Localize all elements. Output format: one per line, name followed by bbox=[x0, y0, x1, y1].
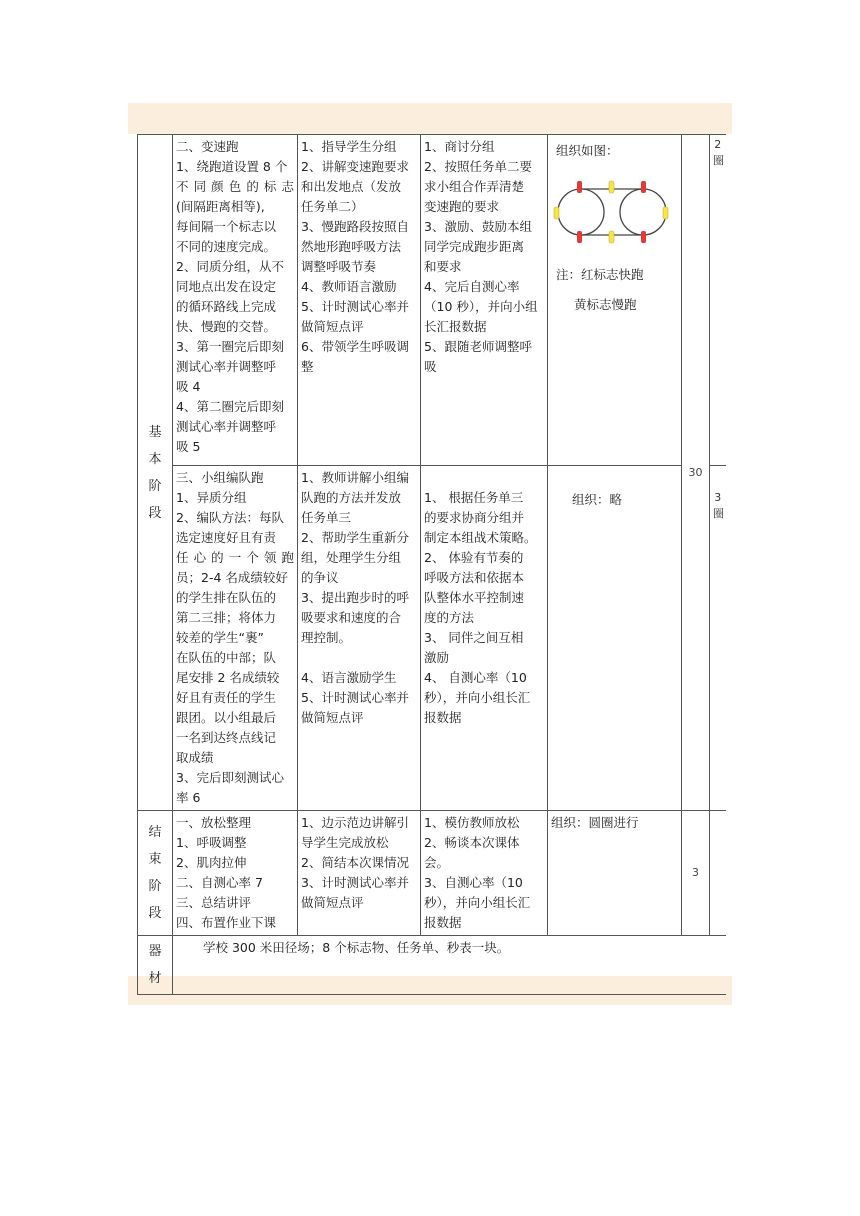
row-end-stage bbox=[138, 811, 726, 936]
text-line: 二、自测心率 7 bbox=[176, 875, 263, 890]
text-line: 1、边示范边讲解引 bbox=[301, 815, 409, 830]
equipment-text bbox=[173, 936, 726, 995]
text-line: 和要求 bbox=[424, 259, 462, 274]
yellow-marker bbox=[663, 207, 668, 219]
end-org: 组织：圆圈进行 bbox=[551, 815, 639, 830]
text-line: 激励 bbox=[424, 650, 450, 665]
text-line: 2、肌肉拉伸 bbox=[176, 855, 247, 870]
yellow-marker bbox=[554, 207, 559, 219]
text-line: 5、计时测试心率并 bbox=[301, 299, 409, 314]
text-line: 3、完后即刻测试心 bbox=[176, 770, 284, 785]
text-line: 1、指导学生分组 bbox=[301, 139, 397, 154]
spacer bbox=[301, 648, 417, 668]
org-note-red: 注：红标志快跑 bbox=[556, 267, 644, 282]
text-line: 长汇报数据 bbox=[424, 319, 487, 334]
text-line: 然地形跑呼吸方法 bbox=[301, 239, 402, 254]
text-line: 1、模仿教师放松 bbox=[424, 815, 520, 830]
red-marker bbox=[641, 181, 646, 193]
row-equipment bbox=[138, 936, 726, 995]
text-line: 5、跟随老师调整呼 bbox=[424, 339, 532, 354]
text-line: 任务单二） bbox=[301, 199, 364, 214]
text-line: 3、自测心率（10 bbox=[424, 875, 523, 890]
text-line: (间隔距离相等), bbox=[176, 199, 265, 214]
text-line: 尾安排 2 名成绩较 bbox=[176, 670, 280, 685]
stage-basic-label bbox=[138, 135, 173, 811]
basic-time-cell bbox=[682, 135, 710, 811]
team-run-teacher bbox=[298, 466, 421, 811]
text-line: 同学完成跑步距离 bbox=[424, 239, 525, 254]
row-team-run bbox=[138, 466, 726, 811]
yellow-marker bbox=[609, 231, 614, 243]
text-line: 率 6 bbox=[176, 790, 201, 805]
end-content bbox=[173, 811, 298, 936]
text-line: 四、布置作业下课 bbox=[176, 915, 277, 930]
text-line: 吸 4 bbox=[176, 379, 201, 394]
text-line: 做简短点评 bbox=[301, 895, 364, 910]
text-line: 材 bbox=[148, 971, 162, 986]
end-student bbox=[421, 811, 548, 936]
text-line: 2、畅谈本次课体 bbox=[424, 835, 520, 850]
text-line: 报数据 bbox=[424, 915, 462, 930]
text-line: 二、变速跑 bbox=[176, 139, 239, 154]
text-line: 一名到达终点线记 bbox=[176, 730, 277, 745]
basic-time-value: 30 bbox=[688, 465, 703, 479]
text-line: 4、语言激励学生 bbox=[301, 670, 397, 685]
text-line: 秒），并向小组长汇 bbox=[424, 895, 531, 910]
text-line: 不同颜色的标志 bbox=[176, 179, 294, 194]
text-line: （10 秒），并向小组 bbox=[424, 299, 538, 314]
text-line: 段 bbox=[148, 505, 162, 521]
text-line: 队整体水平控制速 bbox=[424, 590, 525, 605]
end-time-cell bbox=[682, 811, 710, 936]
speed-run-content bbox=[173, 135, 298, 466]
org-title: 组织如图： bbox=[556, 143, 619, 158]
end-teacher bbox=[298, 811, 421, 936]
track-outline bbox=[558, 189, 666, 235]
team-run-student bbox=[421, 466, 548, 811]
row-speed-run bbox=[138, 135, 726, 466]
text-line: 3、提出跑步时的呼 bbox=[301, 590, 409, 605]
text-line: 会。 bbox=[424, 855, 450, 870]
text-line: 的争议 bbox=[301, 570, 339, 585]
text-line: 4、第二圈完后即刻 bbox=[176, 399, 284, 414]
text-line: 的要求协商分组并 bbox=[424, 510, 525, 525]
text-line: 3、慢跑路段按照自 bbox=[301, 219, 409, 234]
text-line: 2、按照任务单二要 bbox=[424, 159, 532, 174]
text-line: 呼吸方法和依据本 bbox=[424, 570, 525, 585]
text-line: 器 bbox=[148, 944, 162, 959]
text-line: 段 bbox=[148, 906, 162, 921]
org-note-yellow: 黄标志慢跑 bbox=[574, 297, 637, 312]
text-line: 1、商讨分组 bbox=[424, 139, 495, 154]
text-line: 快、慢跑的交替。 bbox=[176, 319, 277, 334]
yellow-marker bbox=[609, 181, 614, 193]
text-line: 度的方法 bbox=[424, 610, 475, 625]
text-line: 做简短点评 bbox=[301, 710, 364, 725]
red-marker bbox=[577, 231, 582, 243]
text-line: 好且有责任的学生 bbox=[176, 690, 277, 705]
text-line: 选定速度好且有责 bbox=[176, 530, 277, 545]
end-reps bbox=[710, 811, 726, 936]
text-line: 一、放松整理 bbox=[176, 815, 252, 830]
text-line: 任务单三 bbox=[301, 510, 352, 525]
text-line: 4、教师语言激励 bbox=[301, 279, 397, 294]
text-line: 和出发地点（发放 bbox=[301, 179, 402, 194]
end-organization bbox=[548, 811, 682, 936]
stage-end-label bbox=[138, 811, 173, 936]
text-line: 报数据 bbox=[424, 710, 462, 725]
text-line: 吸 5 bbox=[176, 439, 201, 454]
text-line: 秒），并向小组长汇 bbox=[424, 690, 531, 705]
team-run-content bbox=[173, 466, 298, 811]
text-line: 吸 bbox=[424, 359, 437, 374]
text-line: 取成绩 bbox=[176, 750, 214, 765]
text-line: 1、异质分组 bbox=[176, 490, 247, 505]
text-line: 较差的学生“裹” bbox=[176, 630, 264, 645]
track-right-loop bbox=[620, 189, 666, 235]
text-line: 圈 bbox=[713, 154, 724, 167]
text-line: 测试心率并调整呼 bbox=[176, 419, 277, 434]
text-line: 1、呼吸调整 bbox=[176, 835, 247, 850]
team-run-reps bbox=[710, 466, 726, 811]
text-line: 的学生排在队伍的 bbox=[176, 590, 277, 605]
text-line: 跟团。以小组最后 bbox=[176, 710, 277, 725]
speed-run-reps bbox=[710, 135, 726, 466]
speed-run-teacher bbox=[298, 135, 421, 466]
text-line: 在队伍的中部；队 bbox=[176, 650, 277, 665]
red-marker bbox=[577, 181, 582, 193]
text-line: 3、计时测试心率并 bbox=[301, 875, 409, 890]
team-run-organization bbox=[548, 466, 682, 811]
text-line: 队跑的方法并发放 bbox=[301, 490, 402, 505]
text-line: 2、简结本次课情况 bbox=[301, 855, 409, 870]
text-line: 三、总结讲评 bbox=[176, 895, 252, 910]
text-line: 6、带领学生呼吸调 bbox=[301, 339, 409, 354]
text-line: 阶 bbox=[148, 478, 162, 494]
text-line: 结 bbox=[148, 825, 162, 840]
text-line: 圈 bbox=[713, 507, 724, 520]
text-line: 任心的一个领跑 bbox=[176, 550, 294, 565]
end-time-value: 3 bbox=[692, 866, 699, 879]
text-line: 基 bbox=[148, 424, 162, 440]
text-line: 4、完后自测心率 bbox=[424, 279, 520, 294]
speed-run-student bbox=[421, 135, 548, 466]
lesson-plan-table bbox=[137, 134, 726, 995]
text-line: 5、计时测试心率并 bbox=[301, 690, 409, 705]
text-line: 组，处理学生分组 bbox=[301, 550, 402, 565]
text-line: 2、 体验有节奏的 bbox=[424, 550, 524, 565]
text-line: 1、教师讲解小组编 bbox=[301, 470, 409, 485]
track-diagram bbox=[550, 171, 674, 251]
text-line: 做简短点评 bbox=[301, 319, 364, 334]
equipment-label bbox=[138, 936, 173, 995]
text-line: 每间隔一个标志以 bbox=[176, 219, 277, 234]
text-line: 束 bbox=[148, 852, 162, 867]
text-line: 2、帮助学生重新分 bbox=[301, 530, 409, 545]
text-line: 1、绕跑道设置 8 个 bbox=[176, 159, 288, 174]
text-line: 员；2-4 名成绩较好 bbox=[176, 570, 288, 585]
track-left-loop bbox=[558, 189, 604, 235]
text-line: 制定本组战术策略。 bbox=[424, 530, 537, 545]
text-line: 阶 bbox=[148, 879, 162, 894]
text-line: 3 bbox=[714, 491, 722, 504]
text-line: 2、编队方法：每队 bbox=[176, 510, 284, 525]
text-line: 1、 根据任务单三 bbox=[424, 490, 524, 505]
team-run-org: 组织：略 bbox=[572, 492, 623, 507]
text-line: 同地点出发在设定 bbox=[176, 279, 277, 294]
red-marker bbox=[641, 231, 646, 243]
text-line: 2、同质分组，从不 bbox=[176, 259, 284, 274]
text-line: 第二三排；将体力 bbox=[176, 610, 277, 625]
text-line: 3、第一圈完后即刻 bbox=[176, 339, 284, 354]
text-line: 不同的速度完成。 bbox=[176, 239, 277, 254]
text-line: 的循环路线上完成 bbox=[176, 299, 277, 314]
text-line: 2、讲解变速跑要求 bbox=[301, 159, 409, 174]
text-line: 测试心率并调整呼 bbox=[176, 359, 277, 374]
text-line: 三、小组编队跑 bbox=[176, 470, 264, 485]
text-line: 理控制。 bbox=[301, 630, 352, 645]
text-line: 本 bbox=[148, 451, 162, 467]
text-line: 3、激励、鼓励本组 bbox=[424, 219, 532, 234]
text-line: 4、 自测心率（10 bbox=[424, 670, 527, 685]
text-line: 3、 同伴之间互相 bbox=[424, 630, 524, 645]
text-line: 学校 300 米田径场；8 个标志物、任务单、秒表一块。 bbox=[203, 940, 510, 955]
text-line: 求小组合作弄清楚 bbox=[424, 179, 525, 194]
text-line: 吸要求和速度的合 bbox=[301, 610, 402, 625]
text-line: 变速跑的要求 bbox=[424, 199, 500, 214]
text-line: 调整呼吸节奏 bbox=[301, 259, 377, 274]
text-line: 2 bbox=[714, 138, 722, 151]
text-line: 整 bbox=[301, 359, 314, 374]
speed-run-organization bbox=[548, 135, 682, 466]
text-line: 导学生完成放松 bbox=[301, 835, 389, 850]
